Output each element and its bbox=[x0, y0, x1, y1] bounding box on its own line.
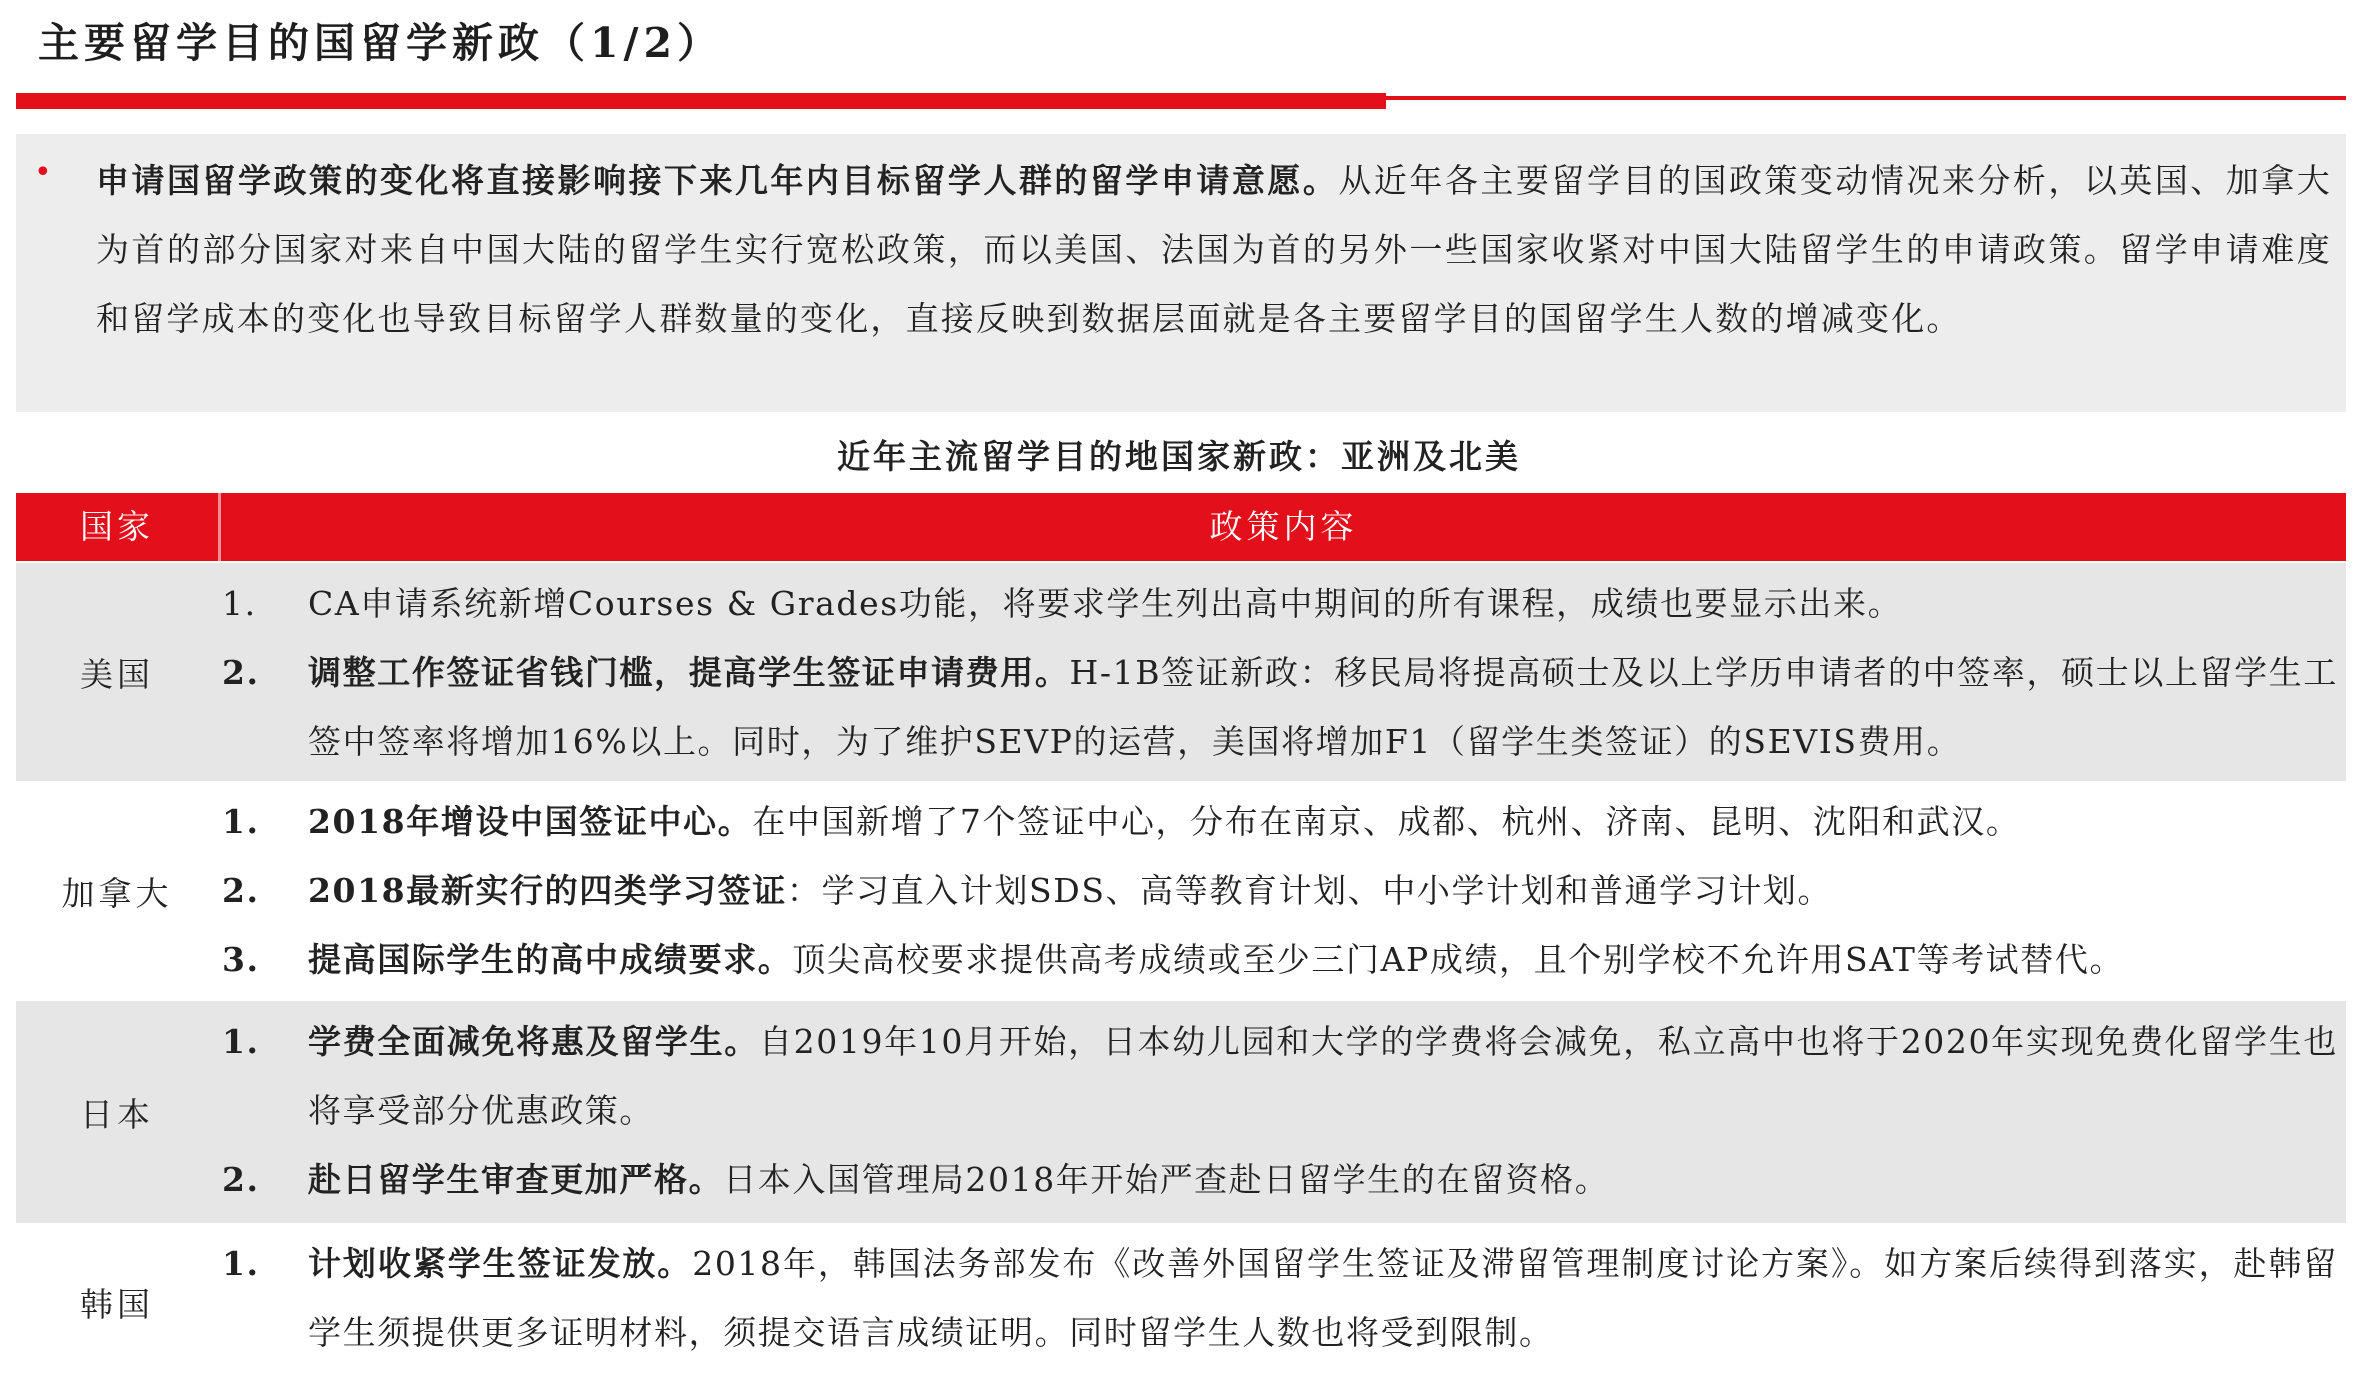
policy-text: H-1B签证新政：移民局将提高硕士及以上学历申请者的中签率，硕士以上留学生工签中签率将增加16%以上。同时，为了维护SEVP的运营，美国将增加F1（留学生类签证）的SEVIS费用。 bbox=[308, 653, 2338, 761]
policy-number: 1. bbox=[222, 1244, 260, 1283]
policy-lead: 调整工作签证省钱门槛，提高学生签证申请费用。 bbox=[308, 653, 1070, 692]
policy-lead: 学费全面减免将惠及留学生。 bbox=[308, 1022, 759, 1061]
policy-number: 2. bbox=[222, 871, 260, 910]
policy-number: 1. bbox=[222, 1022, 260, 1061]
policy-lead: 2018最新实行的四类学习签证 bbox=[308, 871, 787, 910]
policy-item bbox=[222, 1229, 2338, 1367]
table-row bbox=[16, 1223, 2346, 1382]
title-divider bbox=[16, 89, 2346, 109]
page-title: 主要留学目的国留学新政（1/2） bbox=[38, 19, 724, 67]
policy-lead: 赴日留学生审查更加严格。 bbox=[308, 1160, 724, 1199]
policy-text: CA申请系统新增Courses & Grades功能，将要求学生列出高中期间的所有课程，成绩也要显示出来。 bbox=[308, 584, 1903, 623]
policy-list bbox=[222, 569, 2338, 776]
policy-item bbox=[222, 638, 2338, 776]
policy-list bbox=[222, 1007, 2338, 1214]
policy-number: 3. bbox=[222, 940, 260, 979]
intro-lead: 申请国留学政策的变化将直接影响接下来几年内目标留学人群的留学申请意愿。 bbox=[96, 161, 1339, 200]
policy-number: 2. bbox=[222, 1160, 260, 1199]
policy-text: 自2019年10月开始，日本幼儿园和大学的学费将会减免，私立高中也将于2020年实现免费化留学生也将享受部分优惠政策。 bbox=[308, 1022, 2338, 1130]
policy-text: 在中国新增了7个签证中心，分布在南京、成都、杭州、济南、昆明、沈阳和武汉。 bbox=[752, 802, 2021, 841]
policy-item bbox=[222, 856, 2338, 925]
policy-text: ：学习直入计划SDS、高等教育计划、中小学计划和普通学习计划。 bbox=[786, 871, 1833, 910]
table-row bbox=[16, 563, 2346, 781]
policy-item bbox=[222, 569, 2338, 638]
table-row bbox=[16, 781, 2346, 1001]
row-country: 韩国 bbox=[80, 1285, 154, 1324]
policy-list bbox=[222, 1229, 2338, 1367]
header-country: 国家 bbox=[80, 507, 154, 546]
policy-text: 日本入国管理局2018年开始严查赴日留学生的在留资格。 bbox=[723, 1160, 1610, 1199]
table-row bbox=[16, 1001, 2346, 1223]
table-caption: 近年主流留学目的地国家新政：亚洲及北美 bbox=[837, 437, 1521, 476]
policy-list bbox=[222, 787, 2338, 994]
policy-lead: 计划收紧学生签证发放。 bbox=[308, 1244, 693, 1283]
row-country: 美国 bbox=[80, 654, 154, 694]
policy-lead: 提高国际学生的高中成绩要求。 bbox=[308, 940, 793, 979]
policy-number: 1. bbox=[222, 584, 257, 623]
policy-item bbox=[222, 1007, 2338, 1145]
policy-text: 顶尖高校要求提供高考成绩或至少三门AP成绩，且个别学校不允许用SAT等考试替代。 bbox=[792, 940, 2125, 979]
policy-number: 2. bbox=[222, 653, 260, 692]
table-header bbox=[16, 493, 2346, 561]
policy-lead: 2018年增设中国签证中心。 bbox=[308, 802, 753, 841]
title-divider-thick bbox=[16, 93, 1386, 109]
row-country: 加拿大 bbox=[61, 873, 173, 913]
intro-box bbox=[16, 134, 2346, 412]
policy-item bbox=[222, 787, 2338, 856]
title-divider-thin bbox=[1386, 96, 2346, 100]
bullet-icon: • bbox=[34, 155, 52, 190]
row-country: 日本 bbox=[80, 1094, 154, 1134]
policy-item bbox=[222, 925, 2338, 994]
intro-body: 从近年各主要留学目的国政策变动情况来分析，以英国、加拿大为首的部分国家对来自中国大陆的留学生实行宽松政策，而以美国、法国为首的另外一些国家收紧对中国大陆留学生的申请政策。留学申请难度和留学成本的变化也导致目标留学人群数量的变化，直接反映到数据层面就是各主要留学目的国留学生人数的增减变化。 bbox=[96, 161, 2332, 338]
header-policy: 政策内容 bbox=[1209, 507, 1358, 546]
intro-paragraph bbox=[96, 146, 2332, 353]
policy-number: 1. bbox=[222, 802, 260, 841]
policy-item bbox=[222, 1145, 2338, 1214]
policy-text: 2018年，韩国法务部发布《改善外国留学生签证及滞留管理制度讨论方案》。如方案后续得到落实，赴韩留学生须提供更多证明材料，须提交语言成绩证明。同时留学生人数也将受到限制。 bbox=[308, 1244, 2338, 1352]
